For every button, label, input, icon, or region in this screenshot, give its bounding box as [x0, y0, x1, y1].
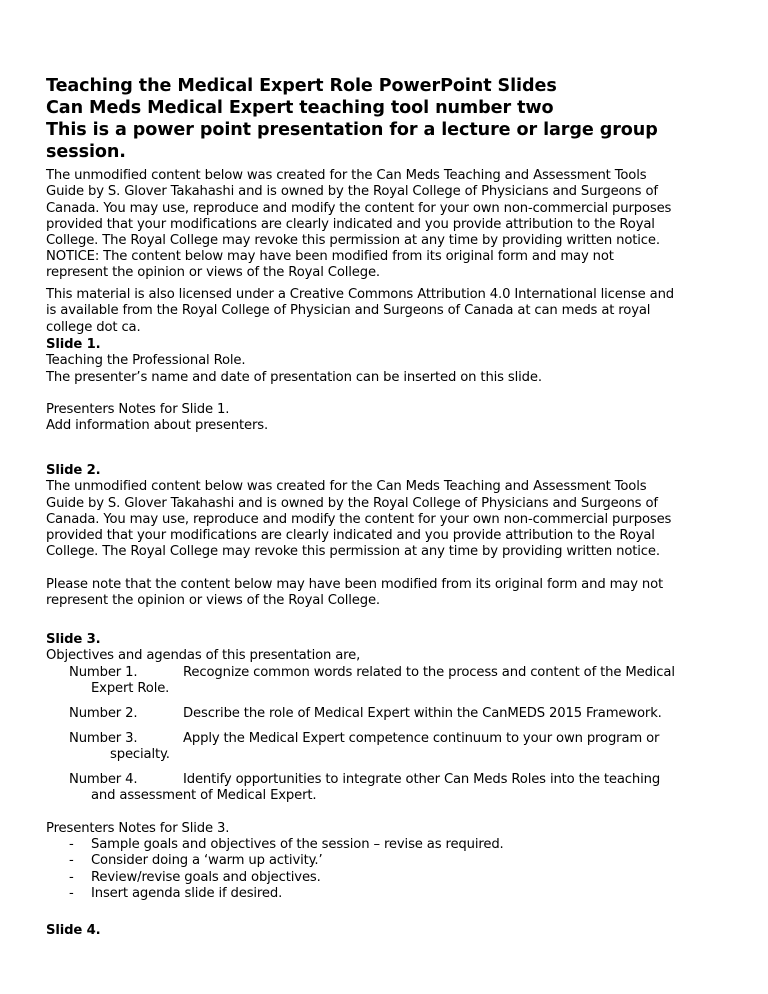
text-line: College. The Royal College may revoke this permission at any time by providing written notice.	[46, 544, 660, 560]
text-line: provided that your modifications are clearly indicated and you provide attribution to the Royal	[46, 216, 655, 232]
text-line: The presenter’s name and date of presentation can be inserted on this slide.	[46, 369, 542, 385]
text-line: Add information about presenters.	[46, 418, 269, 434]
bullet-text: Consider doing a ‘warm up activity.’	[91, 853, 323, 869]
slide-3-notes-heading	[46, 821, 746, 837]
objective-text: Identify opportunities to integrate other Can Meds Roles into the teaching	[183, 772, 661, 787]
slide-heading: Slide 3.	[46, 632, 101, 647]
list-item	[69, 870, 504, 886]
objective-number: Number 1.	[69, 665, 138, 680]
text-line: Please note that the content below may have been modified from its original form and may not	[46, 577, 664, 593]
list-item	[69, 886, 504, 902]
slide-4-section	[46, 923, 746, 939]
objective-item	[69, 665, 675, 698]
text-line: This material is also licensed under a Creative Commons Attribution 4.0 International license and	[46, 287, 675, 302]
title-line: Can Meds Medical Expert teaching tool number two	[46, 98, 554, 118]
notice-paragraph	[46, 249, 746, 282]
notes-heading: Presenters Notes for Slide 3.	[46, 821, 230, 836]
title-line: session.	[46, 142, 126, 162]
objective-text: Recognize common words related to the process and content of the Medical	[183, 665, 675, 680]
slide-2-section	[46, 463, 746, 610]
text-line: NOTICE: The content below may have been modified from its original form and may not	[46, 249, 614, 264]
copyright-paragraph	[46, 168, 746, 249]
text-line: represent the opinion or views of the Royal College.	[46, 593, 380, 609]
objective-text-cont: specialty.	[110, 747, 170, 763]
bullet-text: Insert agenda slide if desired.	[91, 885, 283, 901]
bullet-dash: -	[69, 869, 74, 885]
notes-heading: Presenters Notes for Slide 1.	[46, 402, 230, 418]
objective-text-cont: Expert Role.	[91, 681, 170, 697]
bullet-text: Sample goals and objectives of the session – revise as required.	[91, 837, 504, 852]
license-paragraph	[46, 287, 746, 336]
text-line: provided that your modifications are clearly indicated and you provide attribution to the Royal	[46, 528, 655, 544]
text-line: Canada. You may use, reproduce and modify the content for your own non-commercial purposes	[46, 200, 672, 216]
text-line: The unmodified content below was created for the Can Meds Teaching and Assessment Tools	[46, 168, 647, 183]
text-line: represent the opinion or views of the Royal College.	[46, 265, 380, 281]
objective-number: Number 2.	[69, 706, 138, 721]
text-line: Objectives and agendas of this presentation are,	[46, 648, 361, 664]
slide-1-section	[46, 337, 746, 435]
text-line: is available from the Royal College of Physician and Surgeons of Canada at can meds at royal	[46, 303, 651, 319]
text-line: Canada. You may use, reproduce and modify the content for your own non-commercial purposes	[46, 511, 672, 527]
text-line: Teaching the Professional Role.	[46, 353, 246, 369]
slide-heading: Slide 2.	[46, 463, 101, 478]
text-line: College. The Royal College may revoke this permission at any time by providing written notice.	[46, 233, 660, 249]
text-line: The unmodified content below was created for the Can Meds Teaching and Assessment Tools	[46, 479, 647, 495]
bullet-dash: -	[69, 837, 74, 852]
slide-heading: Slide 1.	[46, 337, 101, 352]
objective-number: Number 4.	[69, 772, 138, 787]
bullet-dash: -	[69, 885, 74, 901]
objective-item	[69, 772, 660, 805]
bullet-dash: -	[69, 853, 74, 869]
objective-text: Apply the Medical Expert competence continuum to your own program or	[183, 731, 660, 746]
text-line: Guide by S. Glover Takahashi and is owned by the Royal College of Physicians and Surgeons of	[46, 495, 658, 511]
objective-item	[69, 706, 662, 722]
title-line: Teaching the Medical Expert Role PowerPoint Slides	[46, 76, 557, 96]
objective-text: Describe the role of Medical Expert within the CanMEDS 2015 Framework.	[183, 706, 662, 721]
objective-item	[69, 731, 659, 764]
title-line: This is a power point presentation for a lecture or large group	[46, 120, 658, 140]
bullet-text: Review/revise goals and objectives.	[91, 869, 321, 885]
objective-number: Number 3.	[69, 731, 138, 746]
slide-heading: Slide 4.	[46, 923, 101, 938]
objective-text-cont: and assessment of Medical Expert.	[91, 788, 317, 804]
list-item	[69, 853, 504, 869]
slide-3-notes-list	[69, 837, 504, 902]
text-line: Guide by S. Glover Takahashi and is owned by the Royal College of Physicians and Surgeons of	[46, 184, 658, 200]
slide-3-heading-block	[46, 632, 746, 665]
list-item	[69, 837, 504, 853]
text-line: college dot ca.	[46, 319, 141, 335]
document-title	[46, 75, 736, 163]
